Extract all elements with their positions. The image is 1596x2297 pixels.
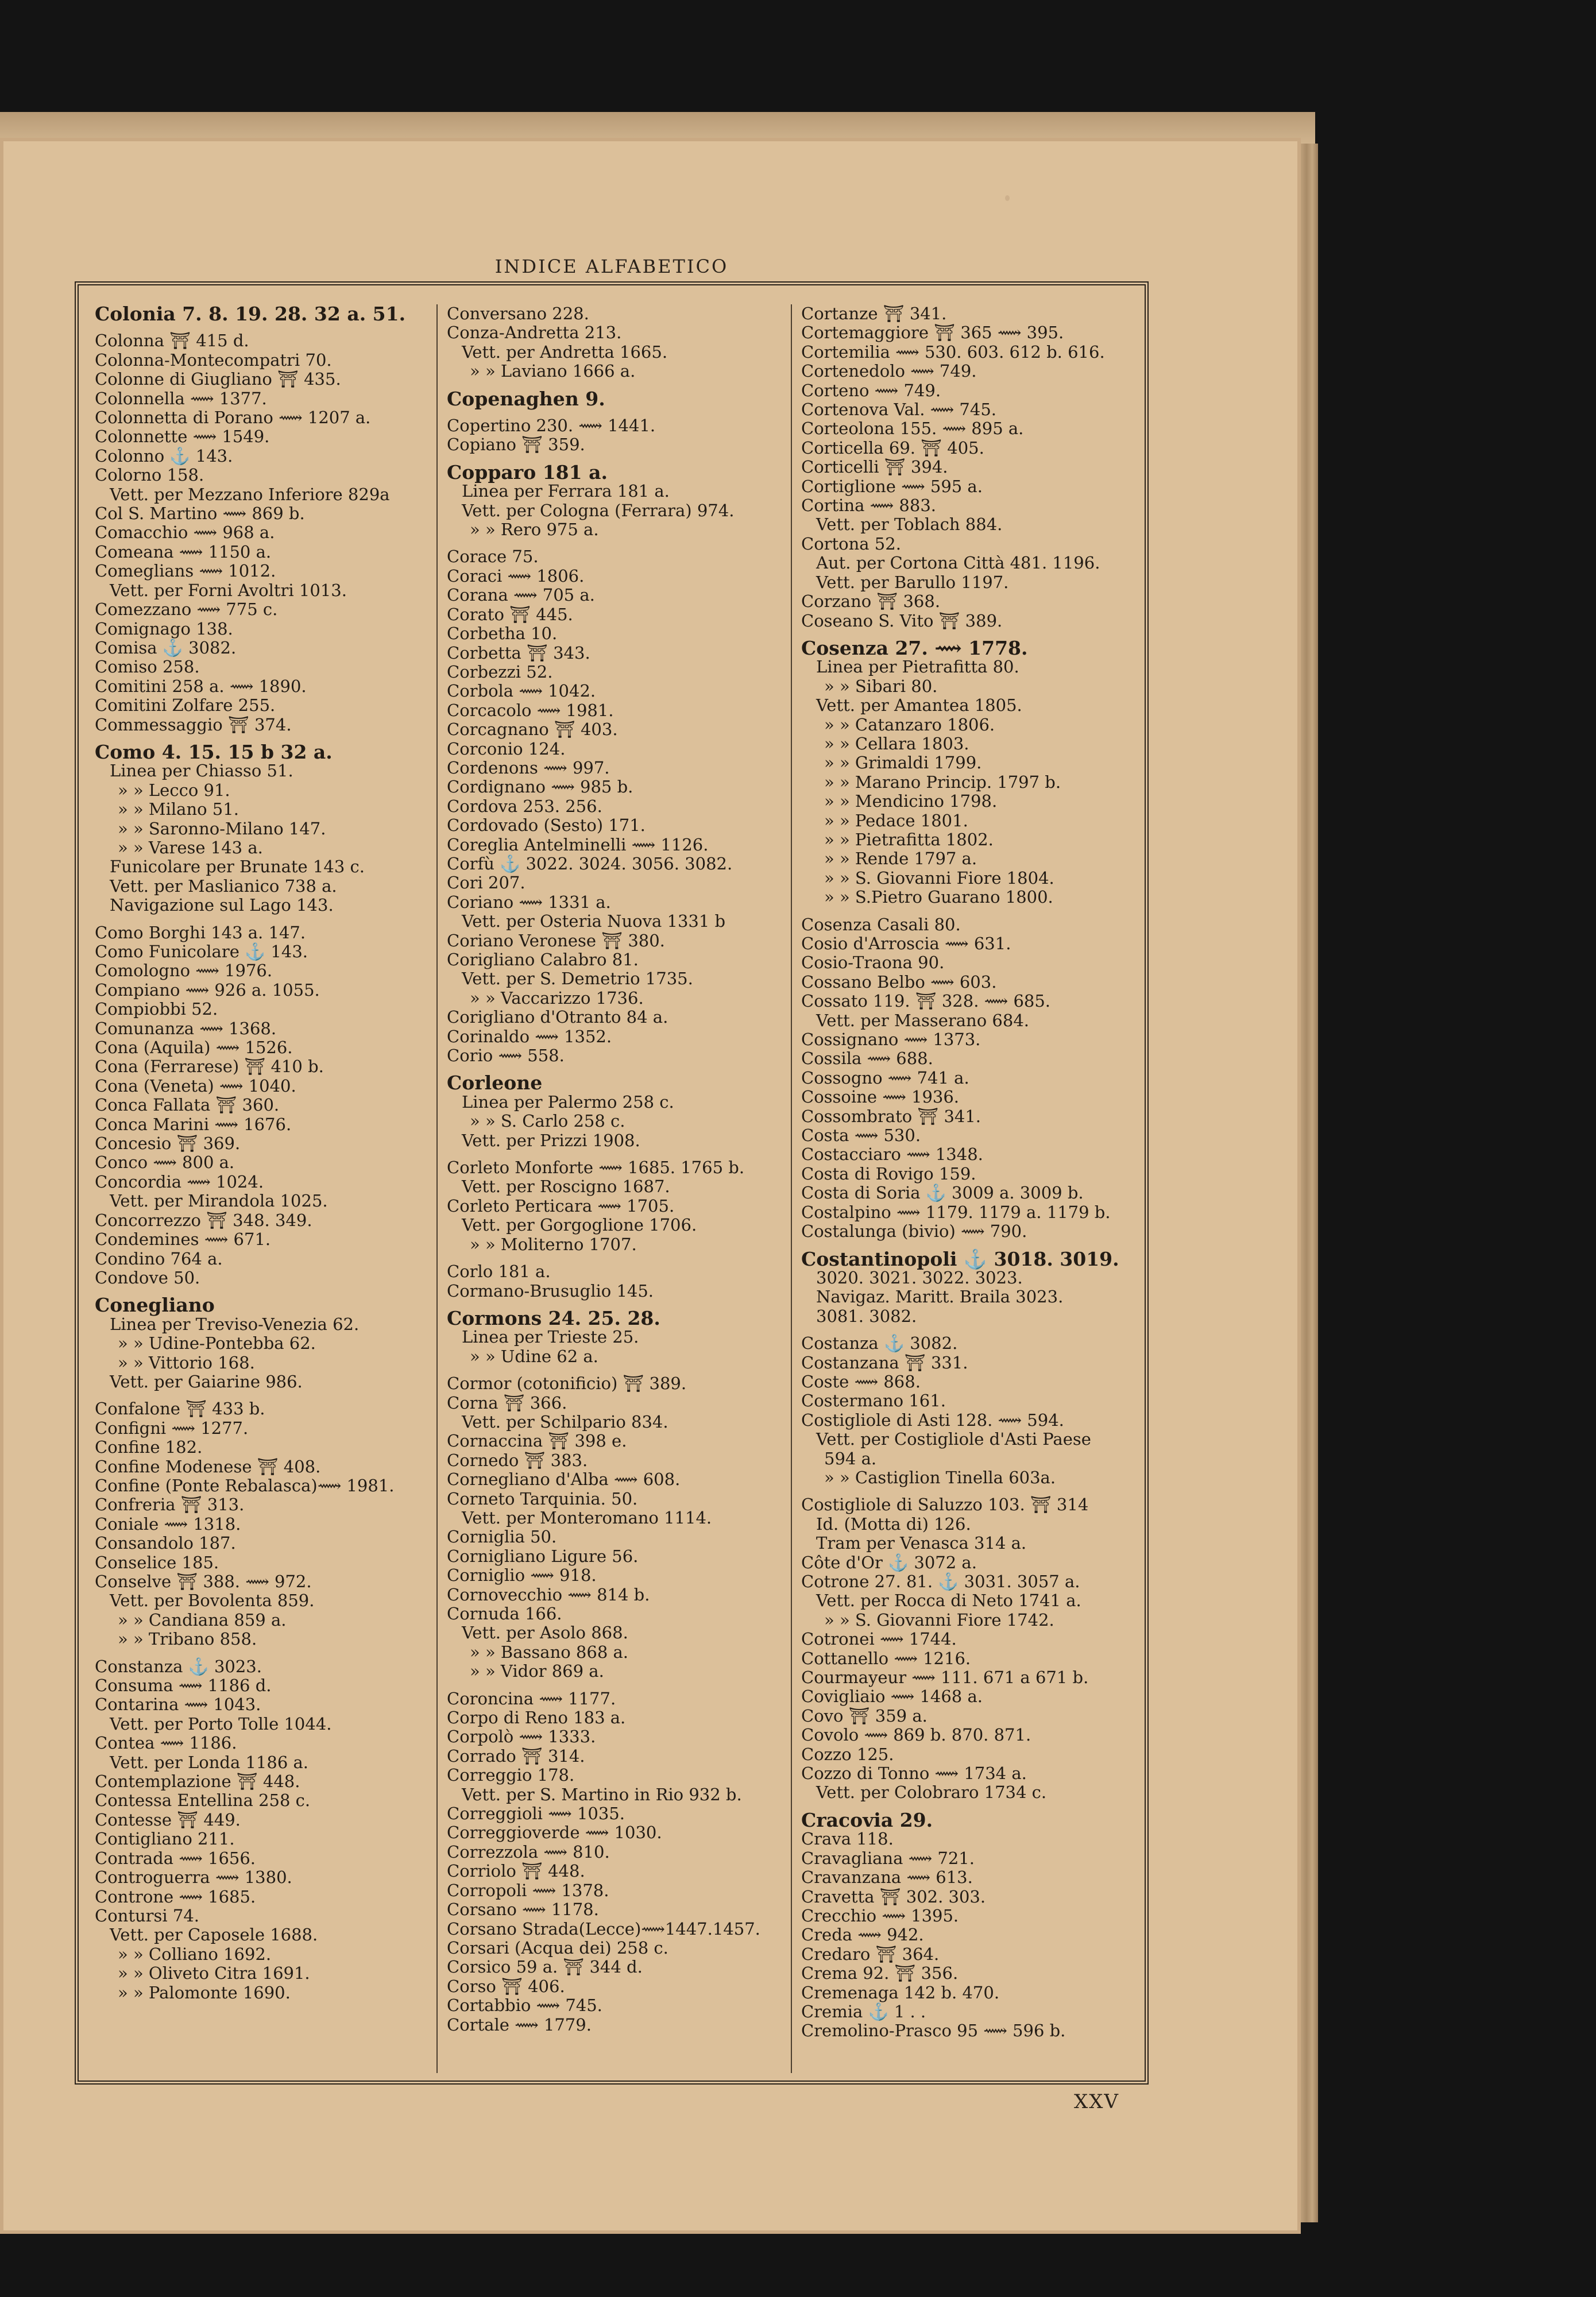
- index-entry: Controne ⟿ 1685.: [95, 1886, 256, 1907]
- index-entry: 3081. 3082.: [816, 1306, 917, 1326]
- index-entry: Colonnella ⟿ 1377.: [95, 388, 267, 408]
- index-entry: Compiano ⟿ 926 a. 1055.: [95, 980, 320, 1000]
- index-entry: Cortina ⟿ 883.: [801, 496, 936, 516]
- index-entry: Condove 50.: [95, 1267, 200, 1287]
- index-entry: Vett. per S. Demetrio 1735.: [462, 969, 693, 989]
- index-entry: » » Rende 1797 a.: [824, 849, 977, 869]
- index-entry: » » S.Pietro Guarano 1800.: [824, 887, 1053, 907]
- index-entry: Coriano ⟿ 1331 a.: [447, 892, 611, 912]
- index-heading: Cosenza 27. ⟿ 1778.: [801, 636, 1028, 659]
- index-entry: Cossano Belbo ⟿ 603.: [801, 972, 997, 992]
- index-entry: Controguerra ⟿ 1380.: [95, 1867, 292, 1888]
- index-entry: Comeana ⟿ 1150 a.: [95, 542, 272, 562]
- index-entry: Covigliaio ⟿ 1468 a.: [801, 1687, 983, 1707]
- index-entry: Id. (Motta di) 126.: [816, 1514, 971, 1534]
- index-column-1: [95, 304, 428, 2073]
- index-entry: Vett. per Porto Tolle 1044.: [110, 1714, 332, 1734]
- index-entry: Costermano 161.: [801, 1391, 946, 1411]
- index-entry: Corsano ⟿ 1178.: [447, 1900, 599, 1920]
- index-entry: Contemplazione ⛩ 448.: [95, 1772, 300, 1792]
- index-entry: Copertino 230. ⟿ 1441.: [447, 416, 656, 436]
- index-entry: Linea per Trieste 25.: [462, 1327, 639, 1347]
- index-entry: Concesio ⛩ 369.: [95, 1134, 241, 1154]
- index-entry: Corbola ⟿ 1042.: [447, 681, 596, 701]
- index-entry: Colonna ⛩ 415 d.: [95, 331, 249, 351]
- index-entry: Vett. per Mirandola 1025.: [110, 1191, 328, 1211]
- index-entry: Comeglians ⟿ 1012.: [95, 561, 276, 581]
- index-entry: Cortenedolo ⟿ 749.: [801, 361, 977, 381]
- index-entry: » » Udine 62 a.: [470, 1346, 598, 1366]
- index-entry: Corriolo ⛩ 448.: [447, 1861, 585, 1881]
- index-entry: Courmayeur ⟿ 111. 671 a 671 b.: [801, 1668, 1089, 1688]
- index-entry: Cordova 253. 256.: [447, 796, 602, 816]
- index-entry: Vett. per Asolo 868.: [462, 1623, 628, 1643]
- page-speck: [1005, 195, 1010, 201]
- index-entry: Corana ⟿ 705 a.: [447, 585, 595, 605]
- index-entry: Comiso 258.: [95, 657, 200, 677]
- index-entry: Consuma ⟿ 1186 d.: [95, 1676, 272, 1696]
- index-entry: Corleto Monforte ⟿ 1685. 1765 b.: [447, 1158, 745, 1178]
- index-entry: Cremia ⚓ 1 . .: [801, 2001, 926, 2021]
- index-entry: Vett. per Masserano 684.: [816, 1010, 1029, 1030]
- index-entry: » » Lecco 91.: [118, 780, 230, 800]
- index-entry: 594 a.: [824, 1448, 877, 1468]
- index-entry: Creda ⟿ 942.: [801, 1925, 924, 1945]
- index-entry: » » Colliano 1692.: [118, 1944, 272, 1964]
- index-entry: Coriano Veronese ⛩ 380.: [447, 930, 665, 950]
- index-entry: » » Vidor 869 a.: [470, 1661, 604, 1681]
- index-entry: Linea per Pietrafitta 80.: [816, 657, 1019, 677]
- index-entry: Comitini 258 a. ⟿ 1890.: [95, 676, 307, 696]
- index-entry: Costanza ⚓ 3082.: [801, 1333, 958, 1354]
- index-entry: » » S. Giovanni Fiore 1742.: [824, 1610, 1054, 1630]
- index-entry: Correggioverde ⟿ 1030.: [447, 1823, 662, 1843]
- index-entry: » » Saronno-Milano 147.: [118, 818, 326, 838]
- index-entry: Covo ⛩ 359 a.: [801, 1706, 928, 1726]
- index-entry: Vett. per Costigliole d'Asti Paese: [816, 1429, 1091, 1449]
- index-entry: Colonna-Montecompatri 70.: [95, 350, 332, 370]
- index-entry: Confreria ⛩ 313.: [95, 1495, 245, 1515]
- index-entry: Contessa Entellina 258 c.: [95, 1791, 311, 1811]
- index-entry: Coreglia Antelminelli ⟿ 1126.: [447, 834, 709, 854]
- index-entry: Confine Modenese ⛩ 408.: [95, 1456, 321, 1476]
- index-entry: Linea per Treviso-Venezia 62.: [110, 1314, 360, 1334]
- index-entry: Conselice 185.: [95, 1552, 219, 1572]
- index-entry: Vett. per Forni Avoltri 1013.: [110, 580, 347, 600]
- index-entry: Coraci ⟿ 1806.: [447, 566, 585, 586]
- index-entry: Corropoli ⟿ 1378.: [447, 1880, 609, 1900]
- index-entry: Vett. per Amantea 1805.: [816, 695, 1022, 716]
- index-entry: Conca Fallata ⛩ 360.: [95, 1095, 280, 1115]
- index-entry: Contarina ⟿ 1043.: [95, 1695, 261, 1715]
- index-entry: » » Mendicino 1798.: [824, 791, 998, 811]
- index-entry: Cossogno ⟿ 741 a.: [801, 1068, 969, 1088]
- index-entry: Vett. per Monteromano 1114.: [462, 1507, 712, 1528]
- index-entry: Colorno 158.: [95, 465, 204, 485]
- index-entry: Coroncina ⟿ 1177.: [447, 1688, 616, 1708]
- index-entry: Condemines ⟿ 671.: [95, 1229, 271, 1250]
- index-entry: Cornaccina ⛩ 398 e.: [447, 1431, 627, 1451]
- index-entry: Vett. per Colobraro 1734 c.: [816, 1782, 1047, 1803]
- index-entry: Corniglia 50.: [447, 1527, 557, 1547]
- index-entry: » » S. Carlo 258 c.: [470, 1111, 625, 1131]
- index-entry: Cozzo 125.: [801, 1744, 894, 1764]
- index-entry: Cordenons ⟿ 997.: [447, 757, 610, 778]
- index-entry: Confine (Ponte Rebalasca)⟿ 1981.: [95, 1475, 395, 1495]
- index-entry: Corigliano d'Otranto 84 a.: [447, 1007, 668, 1027]
- index-entry: Crema 92. ⛩ 356.: [801, 1963, 959, 1983]
- index-entry: Corna ⛩ 366.: [447, 1393, 567, 1413]
- index-entry: Cori 207.: [447, 873, 525, 893]
- index-entry: Cossombrato ⛩ 341.: [801, 1106, 981, 1126]
- index-heading: Costantinopoli ⚓ 3018. 3019.: [801, 1247, 1119, 1270]
- index-entry: Linea per Ferrara 181 a.: [462, 481, 670, 501]
- index-entry: Cortale ⟿ 1779.: [447, 2014, 592, 2035]
- index-entry: Corsano Strada(Lecce)⟿1447.1457.: [447, 1919, 760, 1939]
- index-entry: Cosio d'Arroscia ⟿ 631.: [801, 934, 1011, 953]
- index-entry: Cortiglione ⟿ 595 a.: [801, 476, 983, 496]
- index-entry: » » Vittorio 168.: [118, 1352, 255, 1372]
- index-entry: Contursi 74.: [95, 1905, 200, 1925]
- index-entry: Constanza ⚓ 3023.: [95, 1656, 262, 1676]
- index-entry: Vett. per Rocca di Neto 1741 a.: [816, 1591, 1081, 1611]
- index-entry: Cravagliana ⟿ 721.: [801, 1848, 975, 1868]
- index-entry: Comunanza ⟿ 1368.: [95, 1018, 277, 1038]
- index-entry: Copiano ⛩ 359.: [447, 435, 585, 455]
- index-entry: Comezzano ⟿ 775 c.: [95, 600, 278, 620]
- index-entry: » » Castiglion Tinella 603a.: [824, 1467, 1056, 1487]
- index-entry: Costigliole di Asti 128. ⟿ 594.: [801, 1410, 1064, 1430]
- index-entry: Cornedo ⛩ 383.: [447, 1450, 588, 1470]
- index-entry: Cosenza Casali 80.: [801, 914, 961, 934]
- index-entry: Credaro ⛩ 364.: [801, 1944, 940, 1964]
- index-entry: Cossato 119. ⛩ 328. ⟿ 685.: [801, 991, 1051, 1011]
- index-entry: Comisa ⚓ 3082.: [95, 637, 237, 658]
- index-entry: Crava 118.: [801, 1829, 894, 1849]
- index-entry: Comacchio ⟿ 968 a.: [95, 523, 275, 543]
- index-entry: Corsico 59 a. ⛩ 344 d.: [447, 1957, 643, 1977]
- index-column-3: [801, 304, 1140, 2073]
- index-entry: Corzano ⛩ 368.: [801, 591, 941, 612]
- page-header: INDICE ALFABETICO: [494, 256, 729, 277]
- index-entry: Vett. per Osteria Nuova 1331 b: [462, 911, 726, 931]
- index-heading: Conegliano: [95, 1294, 215, 1317]
- index-entry: Corneto Tarquinia. 50.: [447, 1488, 638, 1509]
- index-entry: Cosio-Traona 90.: [801, 953, 945, 973]
- index-heading: Cracovia 29.: [801, 1808, 933, 1831]
- index-entry: Cornovecchio ⟿ 814 b.: [447, 1584, 650, 1604]
- index-column-2: [447, 304, 780, 2073]
- index-entry: Vett. per Bovolenta 859.: [110, 1591, 315, 1611]
- index-entry: Conco ⟿ 800 a.: [95, 1153, 235, 1173]
- index-entry: Vett. per Londa 1186 a.: [110, 1752, 308, 1772]
- index-entry: Linea per Chiasso 51.: [110, 761, 293, 781]
- index-entry: Corticella 69. ⛩ 405.: [801, 438, 984, 458]
- index-entry: Vett. per Schilpario 834.: [462, 1412, 668, 1432]
- index-entry: Confalone ⛩ 433 b.: [95, 1399, 265, 1419]
- index-entry: Cotrone 27. 81. ⚓ 3031. 3057 a.: [801, 1572, 1080, 1591]
- index-entry: Como Funicolare ⚓ 143.: [95, 942, 308, 961]
- index-entry: Vett. per Gorgoglione 1706.: [462, 1215, 697, 1235]
- index-entry: Cremolino-Prasco 95 ⟿ 596 b.: [801, 2021, 1066, 2041]
- index-entry: Contea ⟿ 1186.: [95, 1733, 237, 1753]
- index-entry: Corfù ⚓ 3022. 3024. 3056. 3082.: [447, 853, 733, 873]
- page-number: XXV: [1074, 2090, 1119, 2113]
- index-entry: Corconio 124.: [447, 738, 566, 759]
- index-entry: Condino 764 a.: [95, 1248, 223, 1269]
- index-heading: Como 4. 15. 15 b 32 a.: [95, 740, 333, 763]
- index-entry: Coniale ⟿ 1318.: [95, 1514, 241, 1534]
- index-entry: Commessaggio ⛩ 374.: [95, 714, 292, 734]
- index-entry: Conversano 228.: [447, 304, 589, 323]
- index-entry: Comitini Zolfare 255.: [95, 695, 276, 716]
- index-entry: 3020. 3021. 3022. 3023.: [816, 1267, 1023, 1287]
- index-entry: Colonne di Giugliano ⛩ 435.: [95, 369, 341, 389]
- index-entry: » » Oliveto Citra 1691.: [118, 1963, 310, 1983]
- index-entry: Corbetta ⛩ 343.: [447, 643, 590, 663]
- index-entry: Tram per Venasca 314 a.: [816, 1533, 1027, 1553]
- index-entry: Crecchio ⟿ 1395.: [801, 1905, 959, 1925]
- index-entry: Navigazione sul Lago 143.: [110, 895, 334, 915]
- index-entry: Vett. per Andretta 1665.: [462, 342, 668, 362]
- index-entry: » » Catanzaro 1806.: [824, 714, 995, 734]
- index-entry: » » Varese 143 a.: [118, 837, 263, 857]
- index-entry: Col S. Martino ⟿ 869 b.: [95, 504, 305, 524]
- index-entry: Vett. per Caposele 1688.: [110, 1925, 318, 1945]
- index-entry: Cortenova Val. ⟿ 745.: [801, 400, 996, 420]
- index-entry: » » Pedace 1801.: [824, 810, 968, 830]
- index-entry: Cornegliano d'Alba ⟿ 608.: [447, 1470, 681, 1490]
- index-entry: Côte d'Or ⚓ 3072 a.: [801, 1552, 977, 1572]
- index-entry: Vett. per Prizzi 1908.: [462, 1130, 640, 1150]
- index-entry: Costa ⟿ 530.: [801, 1126, 921, 1146]
- index-entry: Costa di Rovigo 159.: [801, 1163, 976, 1184]
- index-entry: Corniglio ⟿ 918.: [447, 1565, 597, 1586]
- index-entry: » » Marano Princip. 1797 b.: [824, 772, 1061, 792]
- page-edge: [1301, 144, 1318, 2222]
- index-entry: Coseano S. Vito ⛩ 389.: [801, 610, 1003, 631]
- index-entry: » » Tribano 858.: [118, 1629, 257, 1649]
- index-entry: Configni ⟿ 1277.: [95, 1418, 249, 1438]
- index-heading: Cormons 24. 25. 28.: [447, 1306, 660, 1329]
- index-entry: Conselve ⛩ 388. ⟿ 972.: [95, 1572, 312, 1591]
- index-entry: Costigliole di Saluzzo 103. ⛩ 314: [801, 1495, 1089, 1515]
- index-entry: Corpo di Reno 183 a.: [447, 1708, 626, 1728]
- index-entry: Comologno ⟿ 1976.: [95, 961, 273, 981]
- index-entry: Vett. per Mezzano Inferiore 829a: [110, 484, 390, 504]
- index-entry: Corcacolo ⟿ 1981.: [447, 700, 614, 720]
- index-entry: Vett. per Maslianico 738 a.: [110, 876, 337, 896]
- index-entry: Cotronei ⟿ 1744.: [801, 1629, 957, 1649]
- index-entry: Corlo 181 a.: [447, 1262, 551, 1282]
- index-entry: Cortemilia ⟿ 530. 603. 612 b. 616.: [801, 342, 1105, 362]
- index-entry: Cornigliano Ligure 56.: [447, 1546, 639, 1566]
- index-entry: Compiobbi 52.: [95, 999, 218, 1019]
- index-entry: Corigliano Calabro 81.: [447, 950, 639, 969]
- index-entry: Cossoine ⟿ 1936.: [801, 1087, 960, 1107]
- index-entry: Cossila ⟿ 688.: [801, 1049, 933, 1069]
- index-entry: Colonnetta di Porano ⟿ 1207 a.: [95, 408, 371, 428]
- index-entry: Corio ⟿ 558.: [447, 1046, 565, 1066]
- index-entry: Colonnette ⟿ 1549.: [95, 427, 270, 447]
- index-heading: Corleone: [447, 1072, 543, 1095]
- index-entry: Cozzo di Tonno ⟿ 1734 a.: [801, 1764, 1027, 1784]
- index-entry: » » Vaccarizzo 1736.: [470, 988, 644, 1008]
- index-entry: Corso ⛩ 406.: [447, 1976, 565, 1996]
- column-divider: [436, 304, 438, 2073]
- index-entry: » » Grimaldi 1799.: [824, 753, 982, 773]
- index-entry: Costacciaro ⟿ 1348.: [801, 1144, 983, 1165]
- index-entry: Vett. per Roscigno 1687.: [462, 1177, 670, 1197]
- index-entry: Comignago 138.: [95, 618, 233, 639]
- index-entry: Linea per Palermo 258 c.: [462, 1092, 674, 1112]
- index-entry: Vett. per Toblach 884.: [816, 515, 1003, 535]
- index-entry: » » Candiana 859 a.: [118, 1610, 287, 1630]
- index-entry: Corcagnano ⛩ 403.: [447, 720, 618, 740]
- index-entry: Cossignano ⟿ 1373.: [801, 1030, 981, 1050]
- index-entry: Correzzola ⟿ 810.: [447, 1842, 610, 1862]
- index-entry: Aut. per Cortona Città 481. 1196.: [816, 553, 1100, 573]
- index-entry: » » Pietrafitta 1802.: [824, 829, 994, 849]
- index-entry: Vett. per Barullo 1197.: [816, 572, 1009, 592]
- index-entry: Cremenaga 142 b. 470.: [801, 1982, 1000, 2002]
- index-entry: Covolo ⟿ 869 b. 870. 871.: [801, 1725, 1031, 1745]
- index-entry: Cona (Ferrarese) ⛩ 410 b.: [95, 1057, 324, 1077]
- index-entry: Consandolo 187.: [95, 1533, 236, 1553]
- index-entry: Cornuda 166.: [447, 1604, 562, 1623]
- index-entry: Cravanzana ⟿ 613.: [801, 1867, 973, 1888]
- index-entry: » » Moliterno 1707.: [470, 1234, 637, 1254]
- index-entry: Concordia ⟿ 1024.: [95, 1171, 264, 1192]
- index-entry: » » Sibari 80.: [824, 676, 938, 696]
- index-entry: » » Rero 975 a.: [470, 520, 599, 540]
- index-entry: Contesse ⛩ 449.: [95, 1809, 241, 1830]
- index-entry: Conca Marini ⟿ 1676.: [95, 1114, 292, 1134]
- index-entry: » » S. Giovanni Fiore 1804.: [824, 868, 1054, 888]
- index-entry: Corticelli ⛩ 394.: [801, 457, 948, 477]
- index-entry: Coste ⟿ 868.: [801, 1371, 921, 1391]
- index-entry: Contigliano 211.: [95, 1829, 235, 1849]
- index-entry: Contrada ⟿ 1656.: [95, 1848, 256, 1868]
- index-entry: Costalpino ⟿ 1179. 1179 a. 1179 b.: [801, 1202, 1111, 1222]
- index-heading: Colonia 7. 8. 19. 28. 32 a. 51.: [95, 304, 406, 325]
- index-entry: Corpolò ⟿ 1333.: [447, 1727, 596, 1747]
- index-entry: Corace 75.: [447, 547, 539, 567]
- index-entry: Corteno ⟿ 749.: [801, 380, 941, 400]
- index-entry: Cottanello ⟿ 1216.: [801, 1648, 971, 1668]
- index-entry: Corbetha 10.: [447, 624, 558, 644]
- index-heading: Copenaghen 9.: [447, 387, 605, 410]
- index-entry: Navigaz. Maritt. Braila 3023.: [816, 1287, 1064, 1307]
- index-entry: » » Bassano 868 a.: [470, 1642, 629, 1662]
- index-entry: Cordignano ⟿ 985 b.: [447, 777, 633, 797]
- index-entry: Conza-Andretta 213.: [447, 323, 622, 343]
- index-entry: Como Borghi 143 a. 147.: [95, 922, 306, 942]
- index-entry: » » Udine-Pontebba 62.: [118, 1333, 316, 1354]
- index-entry: Costanzana ⛩ 331.: [801, 1352, 968, 1372]
- index-entry: Cortanze ⛩ 341.: [801, 304, 947, 323]
- column-divider: [791, 304, 792, 2073]
- index-entry: » » Cellara 1803.: [824, 733, 969, 753]
- index-entry: Corinaldo ⟿ 1352.: [447, 1026, 612, 1046]
- index-entry: Vett. per Gaiarine 986.: [110, 1371, 303, 1391]
- index-entry: Corato ⛩ 445.: [447, 604, 573, 624]
- index-entry: Concorrezzo ⛩ 348. 349.: [95, 1210, 312, 1230]
- index-entry: Cravetta ⛩ 302. 303.: [801, 1886, 986, 1907]
- index-entry: Costa di Soria ⚓ 3009 a. 3009 b.: [801, 1183, 1084, 1203]
- index-heading: Copparo 181 a.: [447, 461, 608, 484]
- index-entry: Corbezzi 52.: [447, 662, 553, 682]
- index-entry: Cortona 52.: [801, 533, 901, 554]
- index-entry: » » Laviano 1666 a.: [470, 361, 636, 381]
- index-entry: Corsari (Acqua dei) 258 c.: [447, 1938, 668, 1958]
- index-entry: Corleto Perticara ⟿ 1705.: [447, 1196, 675, 1216]
- index-entry: Colonno ⚓ 143.: [95, 446, 233, 466]
- index-entry: Cormor (cotonificio) ⛩ 389.: [447, 1374, 687, 1394]
- index-entry: Confine 182.: [95, 1437, 203, 1457]
- index-entry: Cona (Aquila) ⟿ 1526.: [95, 1038, 293, 1058]
- index-entry: » » Milano 51.: [118, 799, 239, 819]
- index-entry: Vett. per Cologna (Ferrara) 974.: [462, 500, 735, 520]
- index-entry: Vett. per S. Martino in Rio 932 b.: [462, 1784, 742, 1804]
- index-entry: Cortabbio ⟿ 745.: [447, 1996, 602, 2016]
- index-entry: » » Palomonte 1690.: [118, 1982, 291, 2002]
- index-entry: Cordovado (Sesto) 171.: [447, 815, 646, 836]
- index-entry: Corteolona 155. ⟿ 895 a.: [801, 419, 1024, 439]
- index-entry: Costalunga (bivio) ⟿ 790.: [801, 1221, 1027, 1242]
- index-entry: Cortemaggiore ⛩ 365 ⟿ 395.: [801, 323, 1064, 343]
- index-entry: Correggioli ⟿ 1035.: [447, 1804, 625, 1824]
- index-entry: Correggio 178.: [447, 1765, 575, 1785]
- index-entry: Corrado ⛩ 314.: [447, 1746, 585, 1766]
- index-entry: Cona (Veneta) ⟿ 1040.: [95, 1076, 296, 1096]
- index-entry: Cormano-Brusuglio 145.: [447, 1281, 654, 1301]
- index-entry: Funicolare per Brunate 143 c.: [110, 857, 365, 877]
